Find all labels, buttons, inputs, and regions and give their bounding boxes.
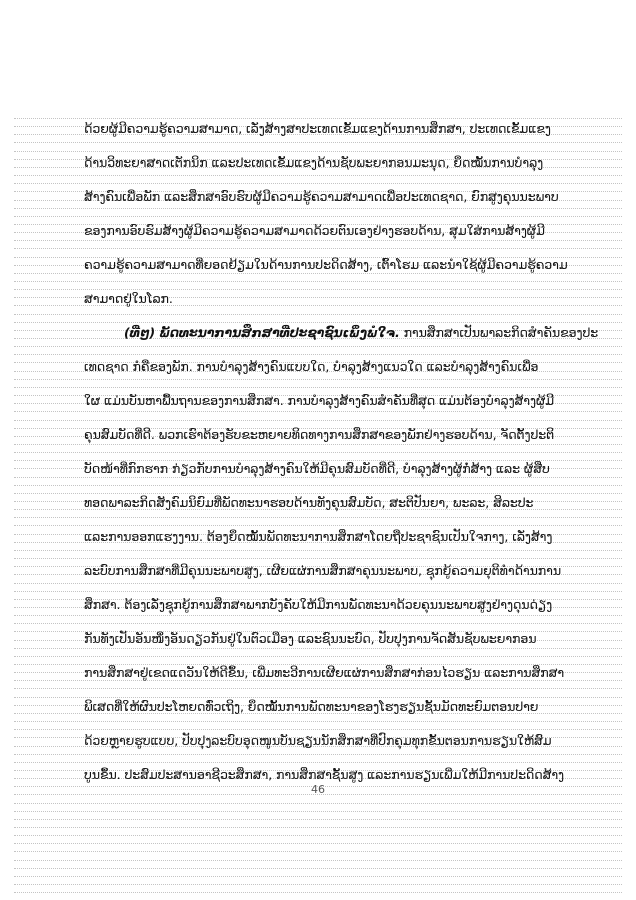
ruled-line xyxy=(14,892,622,893)
line-text: ການສຶກສາຢູ່ເຂດແດວັນໃຫ້ດີຂຶ້ນ, ເພີ່ມທະວີການເຜີຍແຜ່ການສຶກສາກ່ອນໄວຮຽນ ແລະການສຶກສາ xyxy=(84,665,565,680)
text-line xyxy=(84,656,565,690)
line-text: ດ້ວຍຫຼາຍຮູບແບບ, ປັບປຸງລະບົບອຸດໜູນບັນຊຽນນັກສຶກສາທີ່ປົກຄຸມທຸກຂັ້ນຕອນການຮຽນໃຫ້ສົມ xyxy=(84,733,552,748)
text-line xyxy=(84,724,554,758)
text-line xyxy=(84,350,554,384)
line-text: ສຶກສາ. ຕ້ອງເລັ່ງຊຸກຍູ້ການສຶກສາພາກບັງຄັບໃຫ້ມີການພັດທະນາດ້ວຍຄຸນນະພາບສູງຢ່າງດຸນດ່ຽງ xyxy=(84,597,553,612)
line-text: ສ້າງຄົນເພື່ອພັກ ແລະສຶກສາອົບຮົບຜູ້ມີຄວາມຮູ້ຄວາມສາມາດເພື່ອປະເທດຊາດ, ຍົກສູງຄຸນນະພາບ xyxy=(84,189,559,204)
text-line xyxy=(84,146,554,180)
ruled-line xyxy=(14,851,622,852)
text-line xyxy=(84,486,554,520)
line-text: ທອດພາລະກິດສັງຄົມນິຍົມທີ່ພັດທະນາຮອບດ້ານທັງຄຸນສົມບັດ, ສະຕິປັນຍາ, ພະລະ, ສິລະປະ xyxy=(84,495,534,510)
ruled-line xyxy=(14,803,622,804)
line-text: ລະບົບການສຶກສາທີ່ມີຄຸນນະພາບສູງ, ເຜີຍແຜ່ການສຶກສາຄຸນນະພາບ, ຊຸກຍູ້ຄວາມຍຸຕິທຳດ້ານການ xyxy=(84,563,562,578)
text-line xyxy=(84,622,554,656)
text-line xyxy=(84,112,554,146)
line-text: ຄຸນສົມບັດທີ່ດີ. ພວກເຮົາຕ້ອງຮັບຂະຫຍາຍທິດທາງການສຶກສາຂອງພັກຢ່າງຮອບດ້ານ, ຈັດຕັ້ງປະຕິ xyxy=(84,427,555,442)
line-text: ດ້ານວິທະຍາສາດເຕັກນິກ ແລະປະເທດເຂັ້ມແຂງດ້ານຊັບພະຍາກອນມະນຸດ, ຍຶດໝັ້ນການບຳລຸງ xyxy=(84,155,544,170)
line-text: ບູນຂຶ້ນ. ປະສົມປະສານອາຊີວະສຶກສາ, ການສຶກສາຊັ້ນສູງ ແລະການຮຽນເພີ່ມໃຫ້ມີການປະດິດສ້າງ xyxy=(84,767,565,782)
text-line xyxy=(84,520,554,554)
line-text: ບັດໜ້າທີ່ກົກຮາກ ກ່ຽວກັບການບຳລຸງສ້າງຄົນໃຫ້ມີຄຸນສົມບັດທີ່ດີ, ບຳລຸງສ້າງຜູ້ກໍ່ສ້າງ ແລະ ຜູ້ສືບ xyxy=(84,461,550,476)
line-text: ກັນທັງເປັນອັນໜຶ່ງອັນດຽວກັນຢູ່ໃນຕົວເມືອງ ແລະຊົນນະບົດ, ປັບປຸງການຈັດສັນຊັບພະຍາກອນ xyxy=(84,631,537,646)
ruled-line xyxy=(14,876,622,877)
ruled-line xyxy=(14,819,622,820)
body-text xyxy=(84,112,599,792)
text-line xyxy=(84,180,559,214)
line-text: ການສຶກສາເປັນພາລະກິດສຳຄັນຂອງປະ xyxy=(399,325,599,340)
text-line xyxy=(84,452,554,486)
line-text: ຄວາມຮູ້ຄວາມສາມາດທີ່ຍອດຢ້ຽມໃນດ້ານການປະດິດສ້າງ, ເຕົ້າໂຮມ ແລະນຳໃຊ້ຜູ້ມີຄວາມຮູ້ຄວາມ xyxy=(84,257,568,272)
line-text: ສາມາດຢູ່ໃນໂລກ. xyxy=(84,291,173,306)
text-line xyxy=(84,248,568,282)
ruled-line xyxy=(14,860,622,861)
text-line xyxy=(84,554,562,588)
section-heading: (ທີ່ໆ) ພັດທະນາການສຶກສາທີ່ປະຊາຊົນເພິ່ງພໍໃຈ. xyxy=(124,325,400,340)
ruled-line xyxy=(14,884,622,885)
line-text: ໃຜ ແມ່ນບັນຫາພື້ນຖານຂອງການສຶກສາ. ການບຳລຸງສ້າງຄົນສຳຄັນທີ່ສຸດ ແມ່ນຕ້ອງບຳລຸງສ້າງຜູ້ມີ xyxy=(84,393,554,408)
text-line xyxy=(84,316,599,350)
line-text: ແລະການອອກແຮງງານ. ຕ້ອງຍຶດໝັ້ນພັດທະນາການສຶກສາໂດຍຖືປະຊາຊົນເປັນໃຈກາງ, ເລັ່ງສ້າງ xyxy=(84,529,553,544)
ruled-line xyxy=(14,827,622,828)
line-text: ຂອງການອົບຮົມສ້າງຜູ້ມີຄວາມຮູ້ຄວາມສາມາດດ້ວຍຕົນເອງຢ່າງຮອບດ້ານ, ສຸມໃສ່ການສ້າງຜູ້ມີ xyxy=(84,223,545,238)
ruled-line xyxy=(14,843,622,844)
line-text: ດ້ວຍຜູ້ມີຄວາມຮູ້ຄວາມສາມາດ, ເລັ່ງສ້າງສາປະເທດເຂັ້ມແຂງດ້ານການສຶກສາ, ປະເທດເຂັ້ມແຂງ xyxy=(84,121,551,136)
text-line xyxy=(84,214,554,248)
line-text: ພິເສດທີ່ໃຫ້ຜົນປະໂຫຍດທົ່ວເຖິງ, ຍຶດໝັ້ນການພັດທະນາຂອງໂຮງຮຽນຊັ້ນມັດທະຍົມຕອນປາຍ xyxy=(84,699,539,714)
text-line xyxy=(84,690,554,724)
text-line xyxy=(84,282,554,316)
text-line xyxy=(84,418,554,452)
text-line xyxy=(84,384,554,418)
ruled-line xyxy=(14,835,622,836)
ruled-line xyxy=(14,868,622,869)
line-text: ເທດຊາດ ກໍຄືຂອງພັກ. ການບຳລຸງສ້າງຄົນແບບໃດ, ບຳລຸງສ້າງແນວໃດ ແລະບຳລຸງສ້າງຄົນເພື່ອ xyxy=(84,359,539,374)
ruled-line xyxy=(14,811,622,812)
text-line xyxy=(84,588,554,622)
page-number: 46 xyxy=(311,783,325,796)
